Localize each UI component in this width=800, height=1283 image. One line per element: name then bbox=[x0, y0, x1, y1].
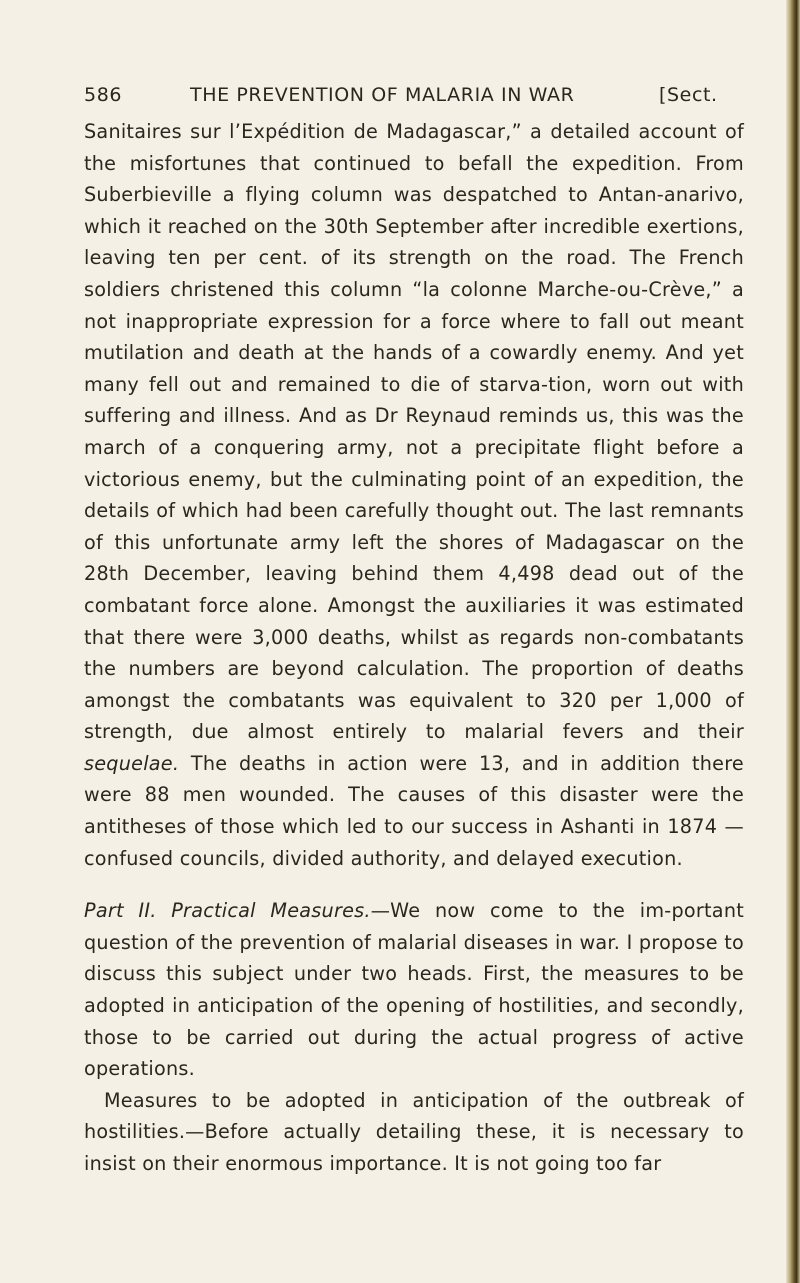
paragraph-text: Measures to be adopted in anticipation of the outbreak of hostilities.—Before actually detailing these, it is necessary to insist on their enormous importance. It is not going too far bbox=[84, 1088, 744, 1175]
running-title: THE PREVENTION OF MALARIA IN WAR bbox=[190, 84, 575, 106]
body-text bbox=[84, 116, 744, 1180]
paragraph-text: —We now come to the im-portant question of the prevention of malarial diseases in war. I propose to discuss this subject under two heads. First, the measures to be adopted in anticipation of the opening of hostilities, and secondly, those to be carried out during the actual progress of active operations. bbox=[84, 899, 744, 1081]
running-header bbox=[84, 80, 744, 110]
paragraph-text-continued: The deaths in action were 13, and in addition there were 88 men wounded. The causes of this disaster were the antitheses of those which led to our success in Ashanti in 1874 — confused councils, divided authority, and delayed execution. bbox=[84, 751, 744, 870]
section-reference: [Sect. bbox=[659, 84, 718, 106]
paragraph-practical-measures bbox=[84, 895, 744, 1085]
paragraph-anticipation-measures bbox=[84, 1085, 744, 1180]
section-heading: Part II. Practical Measures. bbox=[84, 899, 371, 923]
paragraph-text: Sanitaires sur l’Expédition de Madagascar,” a detailed account of the misfortunes that continued to befall the expedition. From Suberbieville a flying column was despatched to Antan-anarivo, which it reached on the 30th September after incredible exertions, leaving ten per cent. of its strength on the road. The French soldiers christened this column “la colonne Marche-ou-Crève,” a not inappropriate expression for a force where to fall out meant mutilation and death at the hands of a cowardly enemy. And yet many fell out and remained to die of starva-tion, worn out with suffering and illness. And as Dr Reynaud reminds us, this was the march of a conquering army, not a precipitate flight before a victorious enemy, but the culminating point of an expedition, the details of which had been carefully thought out. The last remnants of this unfortunate army left the shores of Madagascar on the 28th December, leaving behind them 4,498 dead out of the combatant force alone. Amongst the auxiliaries it was estimated that there were 3,000 deaths, whilst as regards non-combatants the numbers are beyond calculation. The proportion of deaths amongst the combatants was equivalent to 320 per 1,000 of strength, due almost entirely to malarial fevers and their bbox=[84, 120, 744, 744]
paragraph-madagascar-expedition bbox=[84, 116, 744, 874]
page-binding-edge bbox=[786, 0, 800, 1283]
italic-term: sequelae. bbox=[84, 751, 180, 775]
page-number: 586 bbox=[84, 84, 123, 106]
